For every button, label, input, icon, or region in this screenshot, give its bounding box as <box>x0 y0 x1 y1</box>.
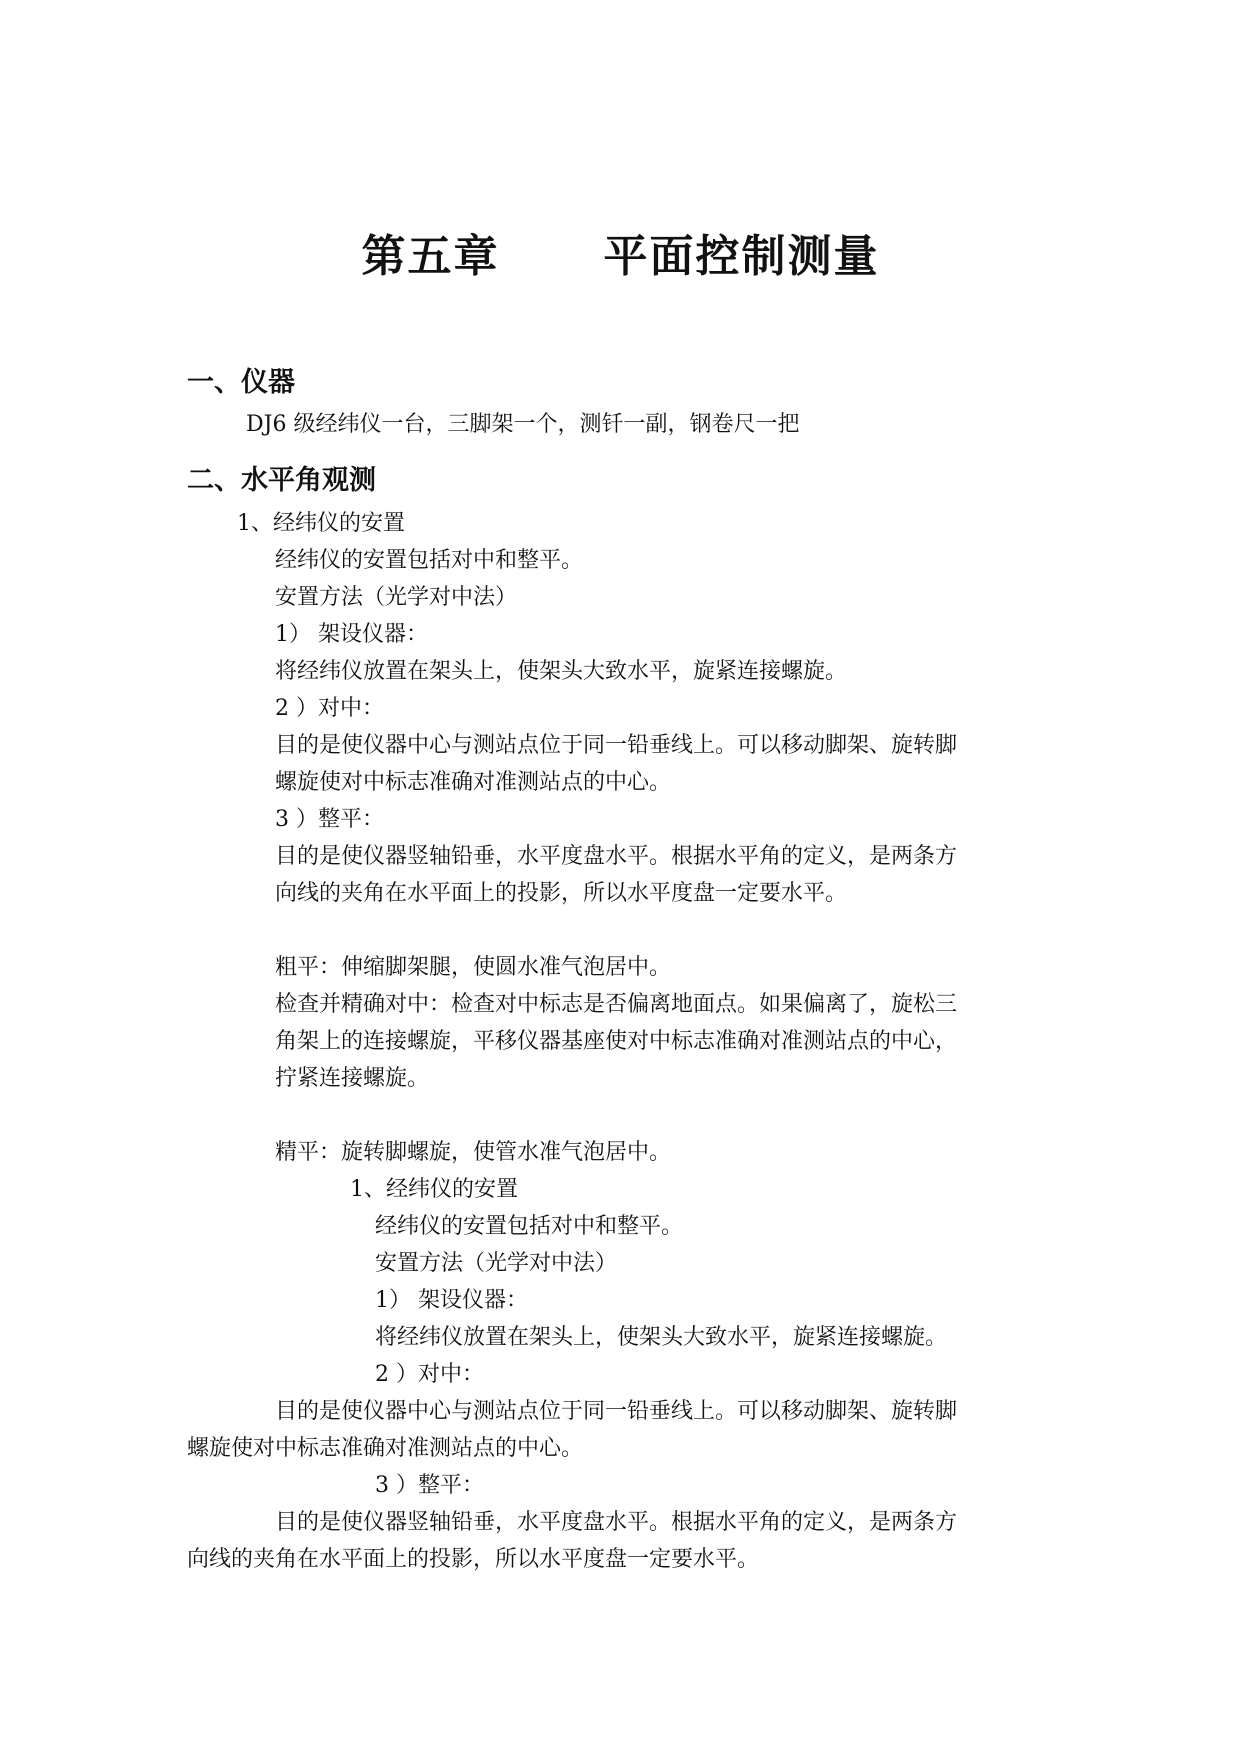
block2-method: 安置方法（光学对中法） <box>375 1251 618 1276</box>
instruments-line: DJ6 级经纬仪一台，三脚架一个，测钎一副，钢卷尺一把 <box>246 412 800 437</box>
block1-rough-level: 粗平：伸缩脚架腿，使圆水准气泡居中。 <box>275 955 672 980</box>
block2-step2-text-2: 螺旋使对中标志准确对准测站点的中心。 <box>187 1436 584 1461</box>
block1-step1-text: 将经纬仪放置在架头上，使架头大致水平，旋紧连接螺旋。 <box>275 659 848 684</box>
block1-step2-label: 2 ）对中： <box>275 696 384 721</box>
block1-step3-text-1: 目的是使仪器竖轴铅垂，水平度盘水平。根据水平角的定义，是两条方 <box>275 844 958 869</box>
block1-fine-level: 精平：旋转脚螺旋，使管水准气泡居中。 <box>275 1140 672 1165</box>
block2-step1-text: 将经纬仪放置在架头上，使架头大致水平，旋紧连接螺旋。 <box>375 1325 948 1350</box>
chapter-title: 第五章 平面控制测量 <box>361 231 880 282</box>
block1-intro: 经纬仪的安置包括对中和整平。 <box>275 548 584 573</box>
section-heading-horizontal-angle: 二、水平角观测 <box>187 465 376 496</box>
block2-step1-label: 1） 架设仪器： <box>375 1288 528 1313</box>
block2-step3-label: 3 ）整平： <box>375 1473 484 1498</box>
block1-check-line-2: 角架上的连接螺旋，平移仪器基座使对中标志准确对准测站点的中心， <box>275 1029 958 1054</box>
block2-step3-text-1: 目的是使仪器竖轴铅垂，水平度盘水平。根据水平角的定义，是两条方 <box>275 1510 958 1535</box>
block1-step2-text-1: 目的是使仪器中心与测站点位于同一铅垂线上。可以移动脚架、旋转脚 <box>275 733 958 758</box>
block1-step3-text-2: 向线的夹角在水平面上的投影，所以水平度盘一定要水平。 <box>275 881 848 906</box>
block1-step1-label: 1） 架设仪器： <box>275 622 428 647</box>
section-heading-instruments: 一、仪器 <box>187 367 295 398</box>
block2-step3-text-2: 向线的夹角在水平面上的投影，所以水平度盘一定要水平。 <box>187 1547 760 1572</box>
block1-method: 安置方法（光学对中法） <box>275 585 518 610</box>
block2-step2-label: 2 ）对中： <box>375 1362 484 1387</box>
block1-item-title: 1、经纬仪的安置 <box>237 511 405 536</box>
block1-step3-label: 3 ）整平： <box>275 807 384 832</box>
block1-check-line-1: 检查并精确对中：检查对中标志是否偏离地面点。如果偏离了，旋松三 <box>275 992 958 1017</box>
block2-intro: 经纬仪的安置包括对中和整平。 <box>375 1214 684 1239</box>
block1-check-line-3: 拧紧连接螺旋。 <box>275 1066 430 1091</box>
block2-item-title: 1、经纬仪的安置 <box>350 1177 518 1202</box>
block1-step2-text-2: 螺旋使对中标志准确对准测站点的中心。 <box>275 770 672 795</box>
block2-step2-text-1: 目的是使仪器中心与测站点位于同一铅垂线上。可以移动脚架、旋转脚 <box>275 1399 958 1424</box>
